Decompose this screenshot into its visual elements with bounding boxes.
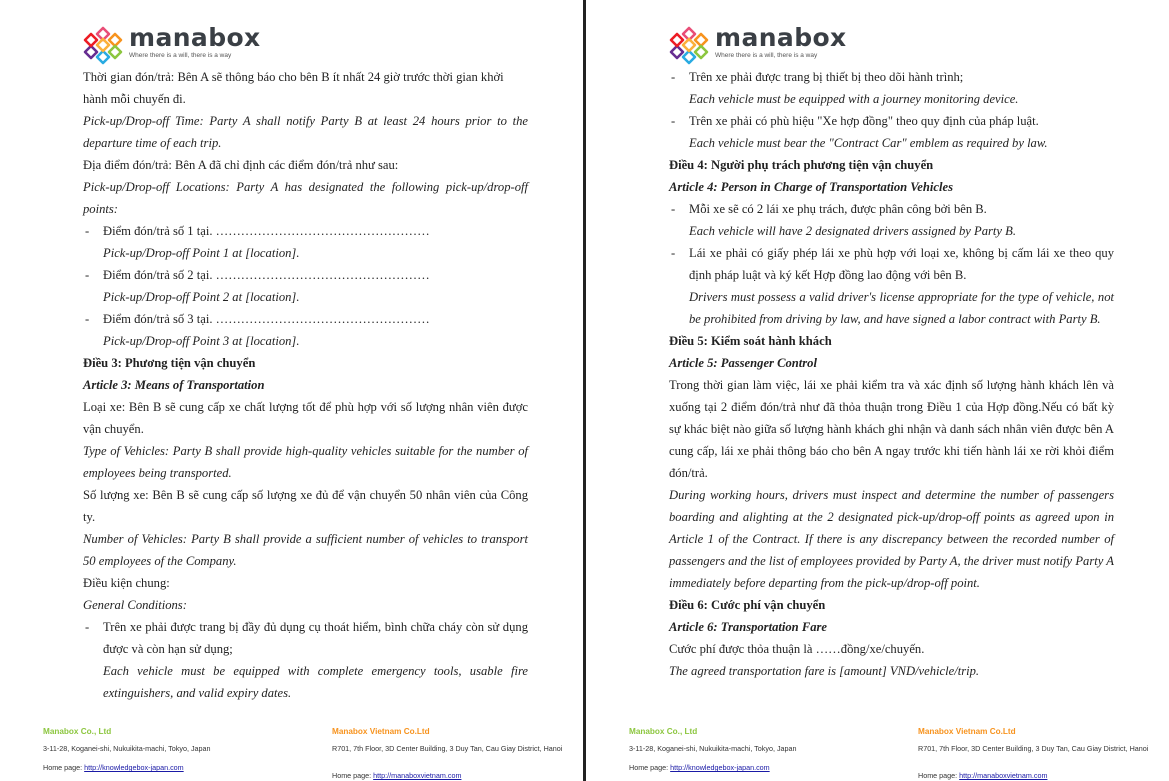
driver-license-vn: Lái xe phải có giấy phép lái xe phù hợp với loại xe, không bị cấm lái xe theo quy định pháp luật và ký kết Hợp đồng lao động với bên B. [689, 246, 1114, 282]
fare-vn: Cước phí được thỏa thuận là ……đồng/xe/chuyến. [669, 642, 925, 656]
footer-vn-home-link[interactable]: http://manaboxvietnam.com [959, 771, 1048, 780]
footer-jp-company: Manabox Co., Ltd [43, 727, 112, 736]
pickup-time-vn: Thời gian đón/trả: Bên A sẽ thông báo cho bên B ít nhất 24 giờ trước thời gian khởi hành mỗi chuyến đi. [83, 70, 504, 106]
list-item: - Trên xe phải có phù hiệu "Xe hợp đồng" theo quy định của pháp luật. [671, 114, 1039, 128]
article-4-heading-en: Article 4: Person in Charge of Transportation Vehicles [669, 180, 953, 194]
article-3-heading-en: Article 3: Means of Transportation [83, 378, 265, 392]
left-page-body [83, 66, 528, 704]
point-1-vn: Điểm đón/trả số 1 tại. …………………………………………… [103, 224, 430, 238]
manabox-flower-icon [82, 25, 126, 65]
footer-vn-company: Manabox Vietnam Co.Ltd [918, 727, 1016, 736]
document-page-right [586, 0, 1169, 781]
article-3-heading-vn: Điều 3: Phương tiện vận chuyển [83, 356, 256, 370]
footer-jp-home-link[interactable]: http://knowledgebox-japan.com [84, 763, 184, 772]
footer-vn-home-link[interactable]: http://manaboxvietnam.com [373, 771, 462, 780]
article-4-heading-vn: Điều 4: Người phụ trách phương tiện vận chuyển [669, 158, 934, 172]
footer-vn-company: Manabox Vietnam Co.Ltd [332, 727, 430, 736]
right-page-body [669, 66, 1114, 682]
article-6-heading-vn: Điều 6: Cước phí vận chuyển [669, 598, 826, 612]
fare-en: The agreed transportation fare is [amount] VND/vehicle/trip. [669, 664, 980, 678]
footer-jp-company: Manabox Co., Ltd [629, 727, 698, 736]
drivers-count-vn: Mỗi xe sẽ có 2 lái xe phụ trách, được phân công bởi bên B. [689, 202, 987, 216]
passenger-control-en: During working hours, drivers must inspect and determine the number of passengers boarding and alighting at the 2 designated pick-up/drop-off points as agreed upon in Article 1 of the Contract. If there is any discrepancy between the recorded number of passengers and the list of employees provided by Party A, the driver must notify Party A immediately before departing from the pick-up/drop-off point. [669, 488, 1114, 590]
passenger-control-vn: Trong thời gian làm việc, lái xe phải kiểm tra và xác định số lượng hành khách lên và xuống tại 2 điểm đón/trả như đã thỏa thuận trong Điều 1 của Hợp đồng.Nếu có bất kỳ sự khác biệt nào giữa số lượng hành khách ghi nhận và danh sách nhân viên được bên A cung cấp, lái xe phải thông báo cho bên A ngay trước khi tiến hành lái xe rời khỏi điểm đón/trả. [669, 378, 1114, 480]
vehicle-type-vn: Loại xe: Bên B sẽ cung cấp xe chất lượng tốt để phù hợp với số lượng nhân viên được vận chuyển. [83, 400, 528, 436]
footer-jp-homepage [629, 763, 770, 772]
footer-vn-homepage [332, 771, 461, 780]
vehicle-type-en: Type of Vehicles: Party B shall provide high-quality vehicles suitable for the number of employees being transported. [83, 444, 528, 480]
logo-tagline: Where there is a will, there is a way [715, 52, 818, 59]
footer-jp-home-link[interactable]: http://knowledgebox-japan.com [670, 763, 770, 772]
condition-en: Each vehicle must be equipped with complete emergency tools, usable fire extinguishers, and valid expiry dates. [103, 664, 528, 700]
footer-home-label: Home page: [43, 763, 83, 772]
point-1-en: Pick-up/Drop-off Point 1 at [location]. [103, 246, 300, 260]
footer-jp-homepage [43, 763, 184, 772]
list-item: - Điểm đón/trả số 1 tại. …………………………………………… [85, 224, 430, 238]
article-5-heading-en: Article 5: Passenger Control [669, 356, 817, 370]
manabox-logo [668, 25, 847, 65]
driver-license-en: Drivers must possess a valid driver's license appropriate for the type of vehicle, not be prohibited from driving by law, and have signed a labor contract with Party B. [689, 290, 1114, 326]
footer-jp-address: 3-11-28, Koganei-shi, Nukuikita-machi, Tokyo, Japan [629, 744, 797, 753]
list-item: - Trên xe phải được trang bị đầy đủ dụng cụ thoát hiểm, bình chữa cháy còn sử dụng được và còn hạn sử dụng; [85, 620, 528, 656]
pickup-locations-vn: Địa điểm đón/trả: Bên A đã chỉ định các điểm đón/trả như sau: [83, 158, 399, 172]
drivers-count-en: Each vehicle will have 2 designated drivers assigned by Party B. [689, 224, 1017, 238]
monitoring-device-vn: Trên xe phải được trang bị thiết bị theo dõi hành trình; [689, 70, 964, 84]
footer-home-label: Home page: [629, 763, 669, 772]
article-6-heading-en: Article 6: Transportation Fare [669, 620, 828, 634]
list-item: - Lái xe phải có giấy phép lái xe phù hợp với loại xe, không bị cấm lái xe theo quy định pháp luật và ký kết Hợp đồng lao động với bên B. [671, 246, 1114, 282]
monitoring-device-en: Each vehicle must be equipped with a journey monitoring device. [689, 92, 1019, 106]
footer-vn-address: R701, 7th Floor, 3D Center Building, 3 Duy Tan, Cau Giay District, Hanoi [332, 744, 563, 753]
footer-vn-homepage [918, 771, 1047, 780]
point-2-vn: Điểm đón/trả số 2 tại. …………………………………………… [103, 268, 430, 282]
list-item: - Điểm đón/trả số 3 tại. …………………………………………… [85, 312, 430, 326]
manabox-logo [82, 25, 261, 65]
footer-jp-address: 3-11-28, Koganei-shi, Nukuikita-machi, Tokyo, Japan [43, 744, 211, 753]
article-5-heading-vn: Điều 5: Kiểm soát hành khách [669, 334, 832, 348]
point-3-en: Pick-up/Drop-off Point 3 at [location]. [103, 334, 300, 348]
vehicle-count-en: Number of Vehicles: Party B shall provide a sufficient number of vehicles to transport 50 employees of the Company. [83, 532, 528, 568]
contract-emblem-en: Each vehicle must bear the "Contract Car" emblem as required by law. [689, 136, 1048, 150]
pickup-time-en: Pick-up/Drop-off Time: Party A shall notify Party B at least 24 hours prior to the departure time of each trip. [83, 114, 528, 150]
contract-emblem-vn: Trên xe phải có phù hiệu "Xe hợp đồng" theo quy định của pháp luật. [689, 114, 1039, 128]
document-page-left [0, 0, 583, 781]
logo-tagline: Where there is a will, there is a way [129, 52, 232, 59]
list-item: - Mỗi xe sẽ có 2 lái xe phụ trách, được phân công bởi bên B. [671, 202, 987, 216]
footer-home-label: Home page: [332, 771, 372, 780]
logo-wordmark: manabox [129, 23, 261, 52]
vehicle-count-vn: Số lượng xe: Bên B sẽ cung cấp số lượng xe đủ để vận chuyển 50 nhân viên của Công ty. [83, 488, 528, 524]
footer-vn-address: R701, 7th Floor, 3D Center Building, 3 Duy Tan, Cau Giay District, Hanoi [918, 744, 1149, 753]
manabox-flower-icon [668, 25, 712, 65]
point-2-en: Pick-up/Drop-off Point 2 at [location]. [103, 290, 300, 304]
footer-home-label: Home page: [918, 771, 958, 780]
point-3-vn: Điểm đón/trả số 3 tại. …………………………………………… [103, 312, 430, 326]
general-conditions-en: General Conditions: [83, 598, 187, 612]
general-conditions-vn: Điều kiện chung: [83, 576, 170, 590]
list-item: - Trên xe phải được trang bị thiết bị theo dõi hành trình; [671, 70, 964, 84]
logo-wordmark: manabox [715, 23, 847, 52]
pickup-locations-en: Pick-up/Drop-off Locations: Party A has designated the following pick-up/drop-off points: [83, 180, 528, 216]
list-item: - Điểm đón/trả số 2 tại. …………………………………………… [85, 268, 430, 282]
condition-vn: Trên xe phải được trang bị đầy đủ dụng cụ thoát hiểm, bình chữa cháy còn sử dụng được và còn hạn sử dụng; [103, 620, 528, 656]
